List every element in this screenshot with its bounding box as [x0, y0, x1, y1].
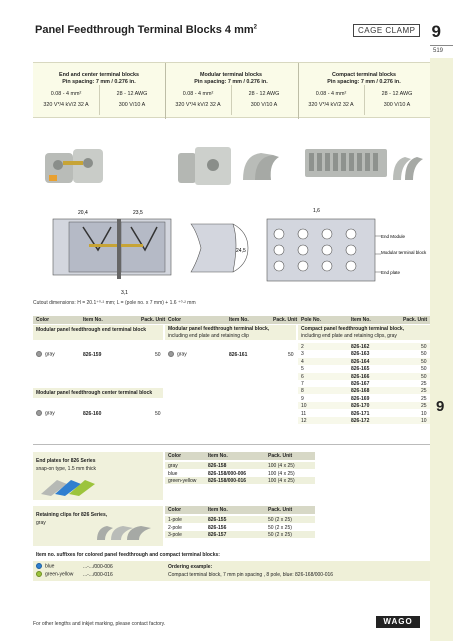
- spec-awg: 28 - 12 AWG: [381, 91, 413, 97]
- compact-row-pole: 3: [301, 351, 304, 358]
- compact-row-pole: 5: [301, 366, 304, 373]
- col-header: Pack. Unit: [268, 507, 293, 513]
- compact-row-item: 826-165: [351, 366, 370, 373]
- plate-row-item: 826-158/000-016: [208, 478, 247, 484]
- retaining-desc: gray: [36, 520, 46, 526]
- dim-label: 3,1: [121, 290, 128, 296]
- compact-row-item: 826-164: [351, 358, 370, 365]
- suffix-gy-code: ...-.../000-016: [83, 572, 113, 578]
- compact-row-pack: 50: [421, 351, 427, 358]
- compact-row-item: 826-171: [351, 410, 370, 417]
- compact-row-pole: 6: [301, 373, 304, 380]
- col-header: Color: [168, 507, 182, 513]
- compact-row-item: 826-169: [351, 395, 370, 402]
- compact-row-pole: 4: [301, 358, 304, 365]
- modular-block-title: Modular panel feedthrough terminal block,: [168, 326, 270, 332]
- end-block-title: Modular panel feedthrough end terminal block: [36, 327, 147, 333]
- center-block-pack: 50: [155, 411, 161, 417]
- label-end-plate: End plate: [381, 270, 401, 275]
- compact-row-pole: 10: [301, 403, 307, 410]
- compact-row-pack: 25: [421, 381, 427, 387]
- cross-section-drawing: [53, 210, 171, 296]
- plate-row-color: blue: [168, 470, 178, 477]
- dim-label: 20,4: [78, 210, 88, 216]
- compact-row-pack: 50: [421, 366, 427, 373]
- compact-row-pole: 12: [301, 418, 307, 424]
- gray-swatch-icon: [36, 410, 42, 416]
- col-header: Item No.: [229, 317, 249, 323]
- modular-block-pack: 50: [288, 352, 294, 358]
- retaining-clips-section: [33, 506, 430, 546]
- clip-row-item: 826-157: [208, 532, 227, 538]
- spec-cross-section: 0.08 - 4 mm²: [315, 91, 347, 97]
- label-modular: Modular terminal block: [381, 250, 427, 255]
- side-tab-strip: [430, 58, 453, 641]
- chapter-tab-number: 9: [431, 22, 441, 41]
- suffix-section: [33, 552, 430, 592]
- compact-row-item: 826-166: [351, 373, 370, 380]
- col-header: Color: [36, 317, 50, 323]
- end-block-item: 826-159: [83, 352, 102, 358]
- wago-logo: WAGO: [376, 616, 420, 628]
- clip-row-pack: 50 (2 x 25): [268, 524, 292, 531]
- spec-rating-iec: 320 V*/4 kV/2 32 A: [308, 102, 354, 108]
- compact-row-pole: 11: [301, 410, 307, 417]
- cutout-dimensions: Cutout dimensions: H = 20.1⁺⁰·² mm; L = (pole no. x 7 mm) + 1.6 ⁺⁰·² mm: [33, 300, 196, 306]
- plate-row-item: 826-158/000-006: [208, 470, 247, 477]
- compact-block-subtitle: including end plate and retaining clips, gray: [301, 333, 397, 339]
- compact-row-pole: 2: [301, 344, 304, 350]
- compact-row-item: 826-170: [351, 403, 370, 410]
- spec-band: [33, 62, 430, 118]
- suffix-title: Item no. suffixes for colored panel feedthrough and compact terminal blocks:: [36, 552, 220, 558]
- suffix-blue: blue: [36, 563, 54, 569]
- compact-row-item: 826-168: [351, 388, 370, 395]
- col-header: Pack. Unit: [268, 453, 293, 459]
- cage-clamp-badge: CAGE CLAMP: [353, 24, 420, 37]
- product-photos: [33, 135, 430, 197]
- plate-row-pack: 100 (4 x 25): [268, 478, 295, 484]
- spec-awg: 28 - 12 AWG: [116, 91, 148, 97]
- col-header: Pack. Unit: [403, 317, 428, 323]
- end-plates-title: End plates for 826 Series: [36, 458, 96, 464]
- compact-row-item: 826-172: [351, 418, 370, 424]
- col-header: Color: [168, 453, 182, 459]
- center-block-item: 826-160: [83, 411, 102, 417]
- plate-row-color: green-yellow: [168, 478, 197, 484]
- spec-rating-iec: 320 V*/4 kV/2 32 A: [43, 102, 89, 108]
- center-block-title: Modular panel feedthrough center terminal block: [36, 390, 153, 396]
- front-view-drawing: [267, 208, 427, 281]
- compact-row-item: 826-162: [351, 344, 370, 350]
- green-yellow-swatch-icon: [36, 571, 42, 577]
- compact-row-item: 826-167: [351, 381, 370, 387]
- modular-block-subtitle: including end plate and retaining clip: [168, 333, 249, 339]
- plate-row-item: 826-158: [208, 463, 227, 469]
- compact-row-pack: 10: [421, 418, 427, 424]
- col-header: Pack. Unit: [141, 317, 166, 323]
- compact-row-pole: 8: [301, 388, 304, 395]
- spec-awg: 28 - 12 AWG: [248, 91, 280, 97]
- page-title: Panel Feedthrough Terminal Blocks 4 $mm^2$: [35, 24, 257, 36]
- order-example-title: Ordering example:: [168, 564, 213, 570]
- tab-divider: [430, 45, 453, 46]
- label-end-module: End Module: [381, 234, 406, 239]
- compact-block-photo: [305, 149, 423, 180]
- spec-heading: Compact terminal blocks Pin spacing: 7 mm / 0.276 in.: [327, 72, 401, 85]
- technical-drawings: [33, 202, 430, 297]
- retaining-clips-photo: [93, 520, 153, 544]
- spec-rating-ul: 300 V/10 A: [383, 102, 411, 108]
- modular-block-color: gray: [168, 351, 187, 357]
- footer-note: For other lengths and inkjet marking, please contact factory.: [33, 621, 166, 627]
- spec-rating-ul: 300 V/10 A: [250, 102, 278, 108]
- spec-heading: End and center terminal blocks Pin spacing: 7 mm / 0.276 in.: [59, 72, 139, 85]
- clip-row-item: 826-155: [208, 517, 227, 523]
- clip-row-pack: 50 (2 x 25): [268, 532, 292, 538]
- end-plates-photo: [37, 474, 97, 498]
- end-block-pack: 50: [155, 352, 161, 358]
- clip-row-pack: 50 (2 x 25): [268, 517, 292, 523]
- compact-row-item: 826-163: [351, 351, 370, 358]
- end-block-color: gray: [36, 351, 55, 357]
- end-plates-section: [33, 452, 430, 500]
- suffix-blue-code: ...-.../000-006: [83, 564, 113, 570]
- gray-swatch-icon: [168, 351, 174, 357]
- clip-row-color: 1-pole: [168, 517, 182, 523]
- page-number: 519: [432, 48, 443, 54]
- dim-label: 23,5: [133, 210, 143, 216]
- gray-swatch-icon: [36, 351, 42, 357]
- compact-row-pack: 25: [421, 403, 427, 410]
- compact-row-pack: 25: [421, 395, 427, 402]
- spec-rating-iec: 320 V*/4 kV/2 32 A: [175, 102, 221, 108]
- dim-label: 1,6: [313, 208, 320, 214]
- col-header: Item No.: [208, 453, 228, 459]
- order-example-text: Compact terminal block, 7 mm pin spacing , 8 pole, blue: 826-168/000-016: [168, 572, 334, 578]
- clip-row-color: 3-pole: [168, 532, 182, 538]
- blue-swatch-icon: [36, 563, 42, 569]
- dim-label: 24,5: [236, 248, 246, 254]
- spec-cross-section: 0.08 - 4 mm²: [50, 91, 82, 97]
- col-header: Item No.: [83, 317, 103, 323]
- modular-block-photo: [178, 147, 279, 185]
- side-tab-number: 9: [436, 398, 445, 415]
- col-header: Item No.: [351, 317, 371, 323]
- clip-drawing: [191, 224, 248, 272]
- modular-block-item: 826-161: [229, 352, 248, 358]
- spec-heading: Modular terminal blocks Pin spacing: 7 mm / 0.276 in.: [194, 72, 268, 85]
- retaining-title: Retaining clips for 826 Series,: [36, 512, 108, 518]
- col-header: Item No.: [208, 507, 228, 513]
- plate-row-pack: 100 (4 x 25): [268, 463, 295, 469]
- spec-cross-section: 0.08 - 4 mm²: [182, 91, 214, 97]
- col-header: Pack. Unit: [273, 317, 298, 323]
- center-block-color: gray: [36, 410, 55, 416]
- compact-row-pack: 10: [421, 410, 427, 417]
- suffix-green-yellow: green-yellow: [36, 571, 73, 577]
- clip-row-item: 826-156: [208, 524, 227, 531]
- col-header: Pole No.: [301, 317, 322, 323]
- compact-block-title: Compact panel feedthrough terminal block,: [301, 326, 405, 332]
- plate-row-color: gray: [168, 463, 178, 469]
- main-table: [33, 316, 430, 444]
- compact-row-pack: 50: [421, 358, 427, 365]
- compact-row-pole: 7: [301, 381, 304, 387]
- plate-row-pack: 100 (4 x 25): [268, 470, 295, 477]
- compact-row-pack: 25: [421, 388, 427, 395]
- compact-row-pole: 9: [301, 395, 304, 402]
- end-center-block-photo: [45, 149, 103, 183]
- clip-row-color: 2-pole: [168, 524, 182, 531]
- compact-row-pack: 50: [421, 373, 427, 380]
- compact-row-pack: 50: [421, 344, 427, 350]
- end-plates-desc: snap-on type, 1.5 mm thick: [36, 466, 97, 472]
- col-header: Color: [168, 317, 182, 323]
- spec-rating-ul: 300 V/10 A: [118, 102, 146, 108]
